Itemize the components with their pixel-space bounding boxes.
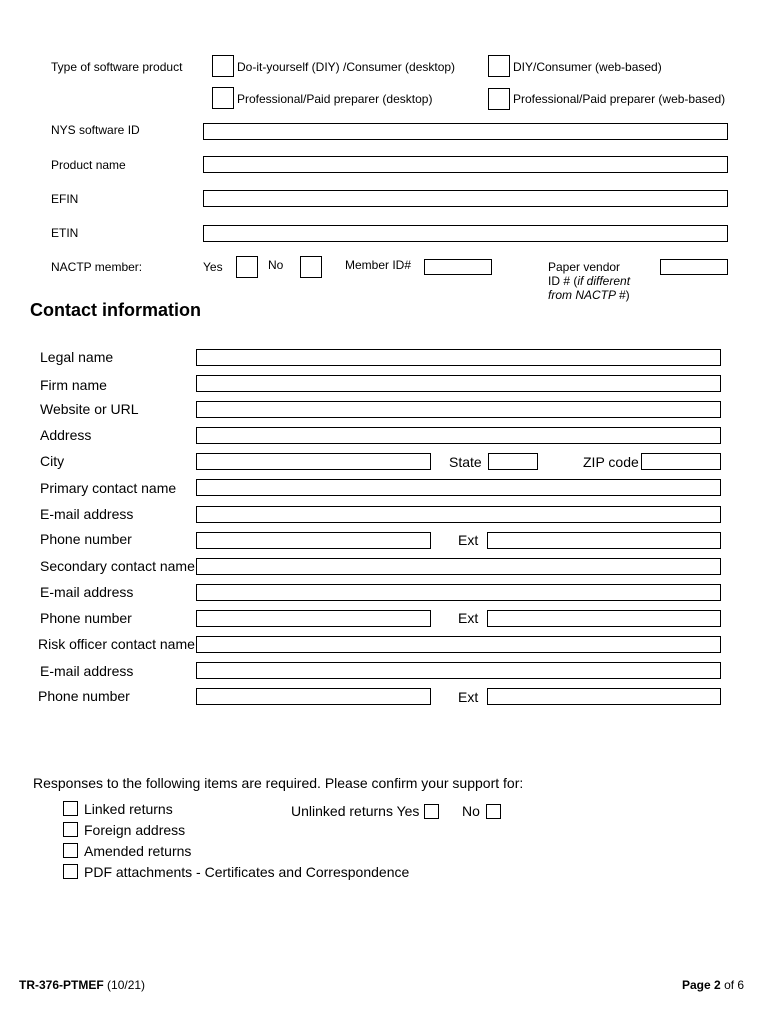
unlinked-yes-checkbox[interactable] bbox=[424, 804, 439, 819]
diy-desktop-checkbox[interactable] bbox=[212, 55, 234, 77]
unlinked-no-label: No bbox=[462, 803, 480, 819]
primary-contact-input[interactable] bbox=[196, 479, 721, 496]
efin-label: EFIN bbox=[51, 192, 79, 206]
software-type-label: Type of software product bbox=[51, 60, 183, 74]
risk-email-input[interactable] bbox=[196, 662, 721, 679]
pdf-attachments-checkbox[interactable] bbox=[63, 864, 78, 879]
diy-desktop-label: Do-it-yourself (DIY) /Consumer (desktop) bbox=[237, 60, 456, 74]
primary-phone-input[interactable] bbox=[196, 532, 431, 549]
city-input[interactable] bbox=[196, 453, 431, 470]
risk-phone-input[interactable] bbox=[196, 688, 431, 705]
secondary-contact-label: Secondary contact name bbox=[40, 558, 195, 574]
efin-input[interactable] bbox=[203, 190, 728, 207]
nactp-no-label: No bbox=[268, 258, 284, 272]
contact-info-heading: Contact information bbox=[30, 300, 201, 320]
address-label: Address bbox=[40, 427, 92, 443]
nactp-yes-label: Yes bbox=[203, 260, 223, 274]
amended-returns-label: Amended returns bbox=[84, 843, 192, 859]
paper-vendor-id-input[interactable] bbox=[660, 259, 728, 275]
nactp-no-checkbox[interactable] bbox=[300, 256, 322, 278]
secondary-ext-input[interactable] bbox=[487, 610, 721, 627]
state-label: State bbox=[449, 454, 482, 470]
member-id-label: Member ID# bbox=[345, 258, 412, 272]
firm-name-input[interactable] bbox=[196, 375, 721, 392]
secondary-phone-input[interactable] bbox=[196, 610, 431, 627]
responses-intro: Responses to the following items are required. Please confirm your support for: bbox=[33, 775, 524, 791]
secondary-email-input[interactable] bbox=[196, 584, 721, 601]
product-name-input[interactable] bbox=[203, 156, 728, 173]
paper-vendor-label-line1: Paper vendor bbox=[548, 260, 621, 274]
nys-software-id-input[interactable] bbox=[203, 123, 728, 140]
nactp-yes-checkbox[interactable] bbox=[236, 256, 258, 278]
nactp-member-label: NACTP member: bbox=[51, 260, 143, 274]
primary-email-input[interactable] bbox=[196, 506, 721, 523]
paper-vendor-label-line2: ID # (if different bbox=[548, 274, 631, 288]
primary-email-label: E-mail address bbox=[40, 506, 134, 522]
legal-name-label: Legal name bbox=[40, 349, 114, 365]
amended-returns-checkbox[interactable] bbox=[63, 843, 78, 858]
primary-phone-label: Phone number bbox=[40, 531, 132, 547]
pro-desktop-label: Professional/Paid preparer (desktop) bbox=[237, 92, 433, 106]
primary-ext-input[interactable] bbox=[487, 532, 721, 549]
linked-returns-checkbox[interactable] bbox=[63, 801, 78, 816]
form-identifier: TR-376-PTMEF (10/21) bbox=[19, 978, 146, 992]
secondary-ext-label: Ext bbox=[458, 610, 479, 626]
pro-web-checkbox[interactable] bbox=[488, 88, 510, 110]
firm-name-label: Firm name bbox=[40, 377, 107, 393]
address-input[interactable] bbox=[196, 427, 721, 444]
unlinked-returns-label: Unlinked returns Yes bbox=[291, 803, 420, 819]
pro-desktop-checkbox[interactable] bbox=[212, 87, 234, 109]
secondary-contact-input[interactable] bbox=[196, 558, 721, 575]
risk-officer-input[interactable] bbox=[196, 636, 721, 653]
secondary-phone-label: Phone number bbox=[40, 610, 132, 626]
product-name-label: Product name bbox=[51, 158, 126, 172]
pro-web-label: Professional/Paid preparer (web-based) bbox=[513, 92, 726, 106]
secondary-email-label: E-mail address bbox=[40, 584, 134, 600]
etin-label: ETIN bbox=[51, 226, 79, 240]
etin-input[interactable] bbox=[203, 225, 728, 242]
page-number: Page 2 of 6 bbox=[682, 978, 745, 992]
risk-ext-input[interactable] bbox=[487, 688, 721, 705]
diy-web-label: DIY/Consumer (web-based) bbox=[513, 60, 662, 74]
foreign-address-checkbox[interactable] bbox=[63, 822, 78, 837]
zip-label: ZIP code bbox=[583, 454, 639, 470]
nys-software-id-label: NYS software ID bbox=[51, 123, 140, 137]
risk-ext-label: Ext bbox=[458, 689, 479, 705]
city-label: City bbox=[40, 453, 65, 469]
primary-ext-label: Ext bbox=[458, 532, 479, 548]
risk-phone-label: Phone number bbox=[38, 688, 130, 704]
website-input[interactable] bbox=[196, 401, 721, 418]
diy-web-checkbox[interactable] bbox=[488, 55, 510, 77]
unlinked-no-checkbox[interactable] bbox=[486, 804, 501, 819]
paper-vendor-label-line3: from NACTP #) bbox=[548, 288, 630, 302]
primary-contact-label: Primary contact name bbox=[40, 480, 177, 496]
pdf-attachments-label: PDF attachments - Certificates and Correspondence bbox=[84, 864, 410, 880]
foreign-address-label: Foreign address bbox=[84, 822, 186, 838]
legal-name-input[interactable] bbox=[196, 349, 721, 366]
state-input[interactable] bbox=[488, 453, 538, 470]
risk-officer-label: Risk officer contact name bbox=[38, 636, 195, 652]
website-label: Website or URL bbox=[40, 401, 139, 417]
risk-email-label: E-mail address bbox=[40, 663, 134, 679]
linked-returns-label: Linked returns bbox=[84, 801, 173, 817]
zip-input[interactable] bbox=[641, 453, 721, 470]
member-id-input[interactable] bbox=[424, 259, 492, 275]
